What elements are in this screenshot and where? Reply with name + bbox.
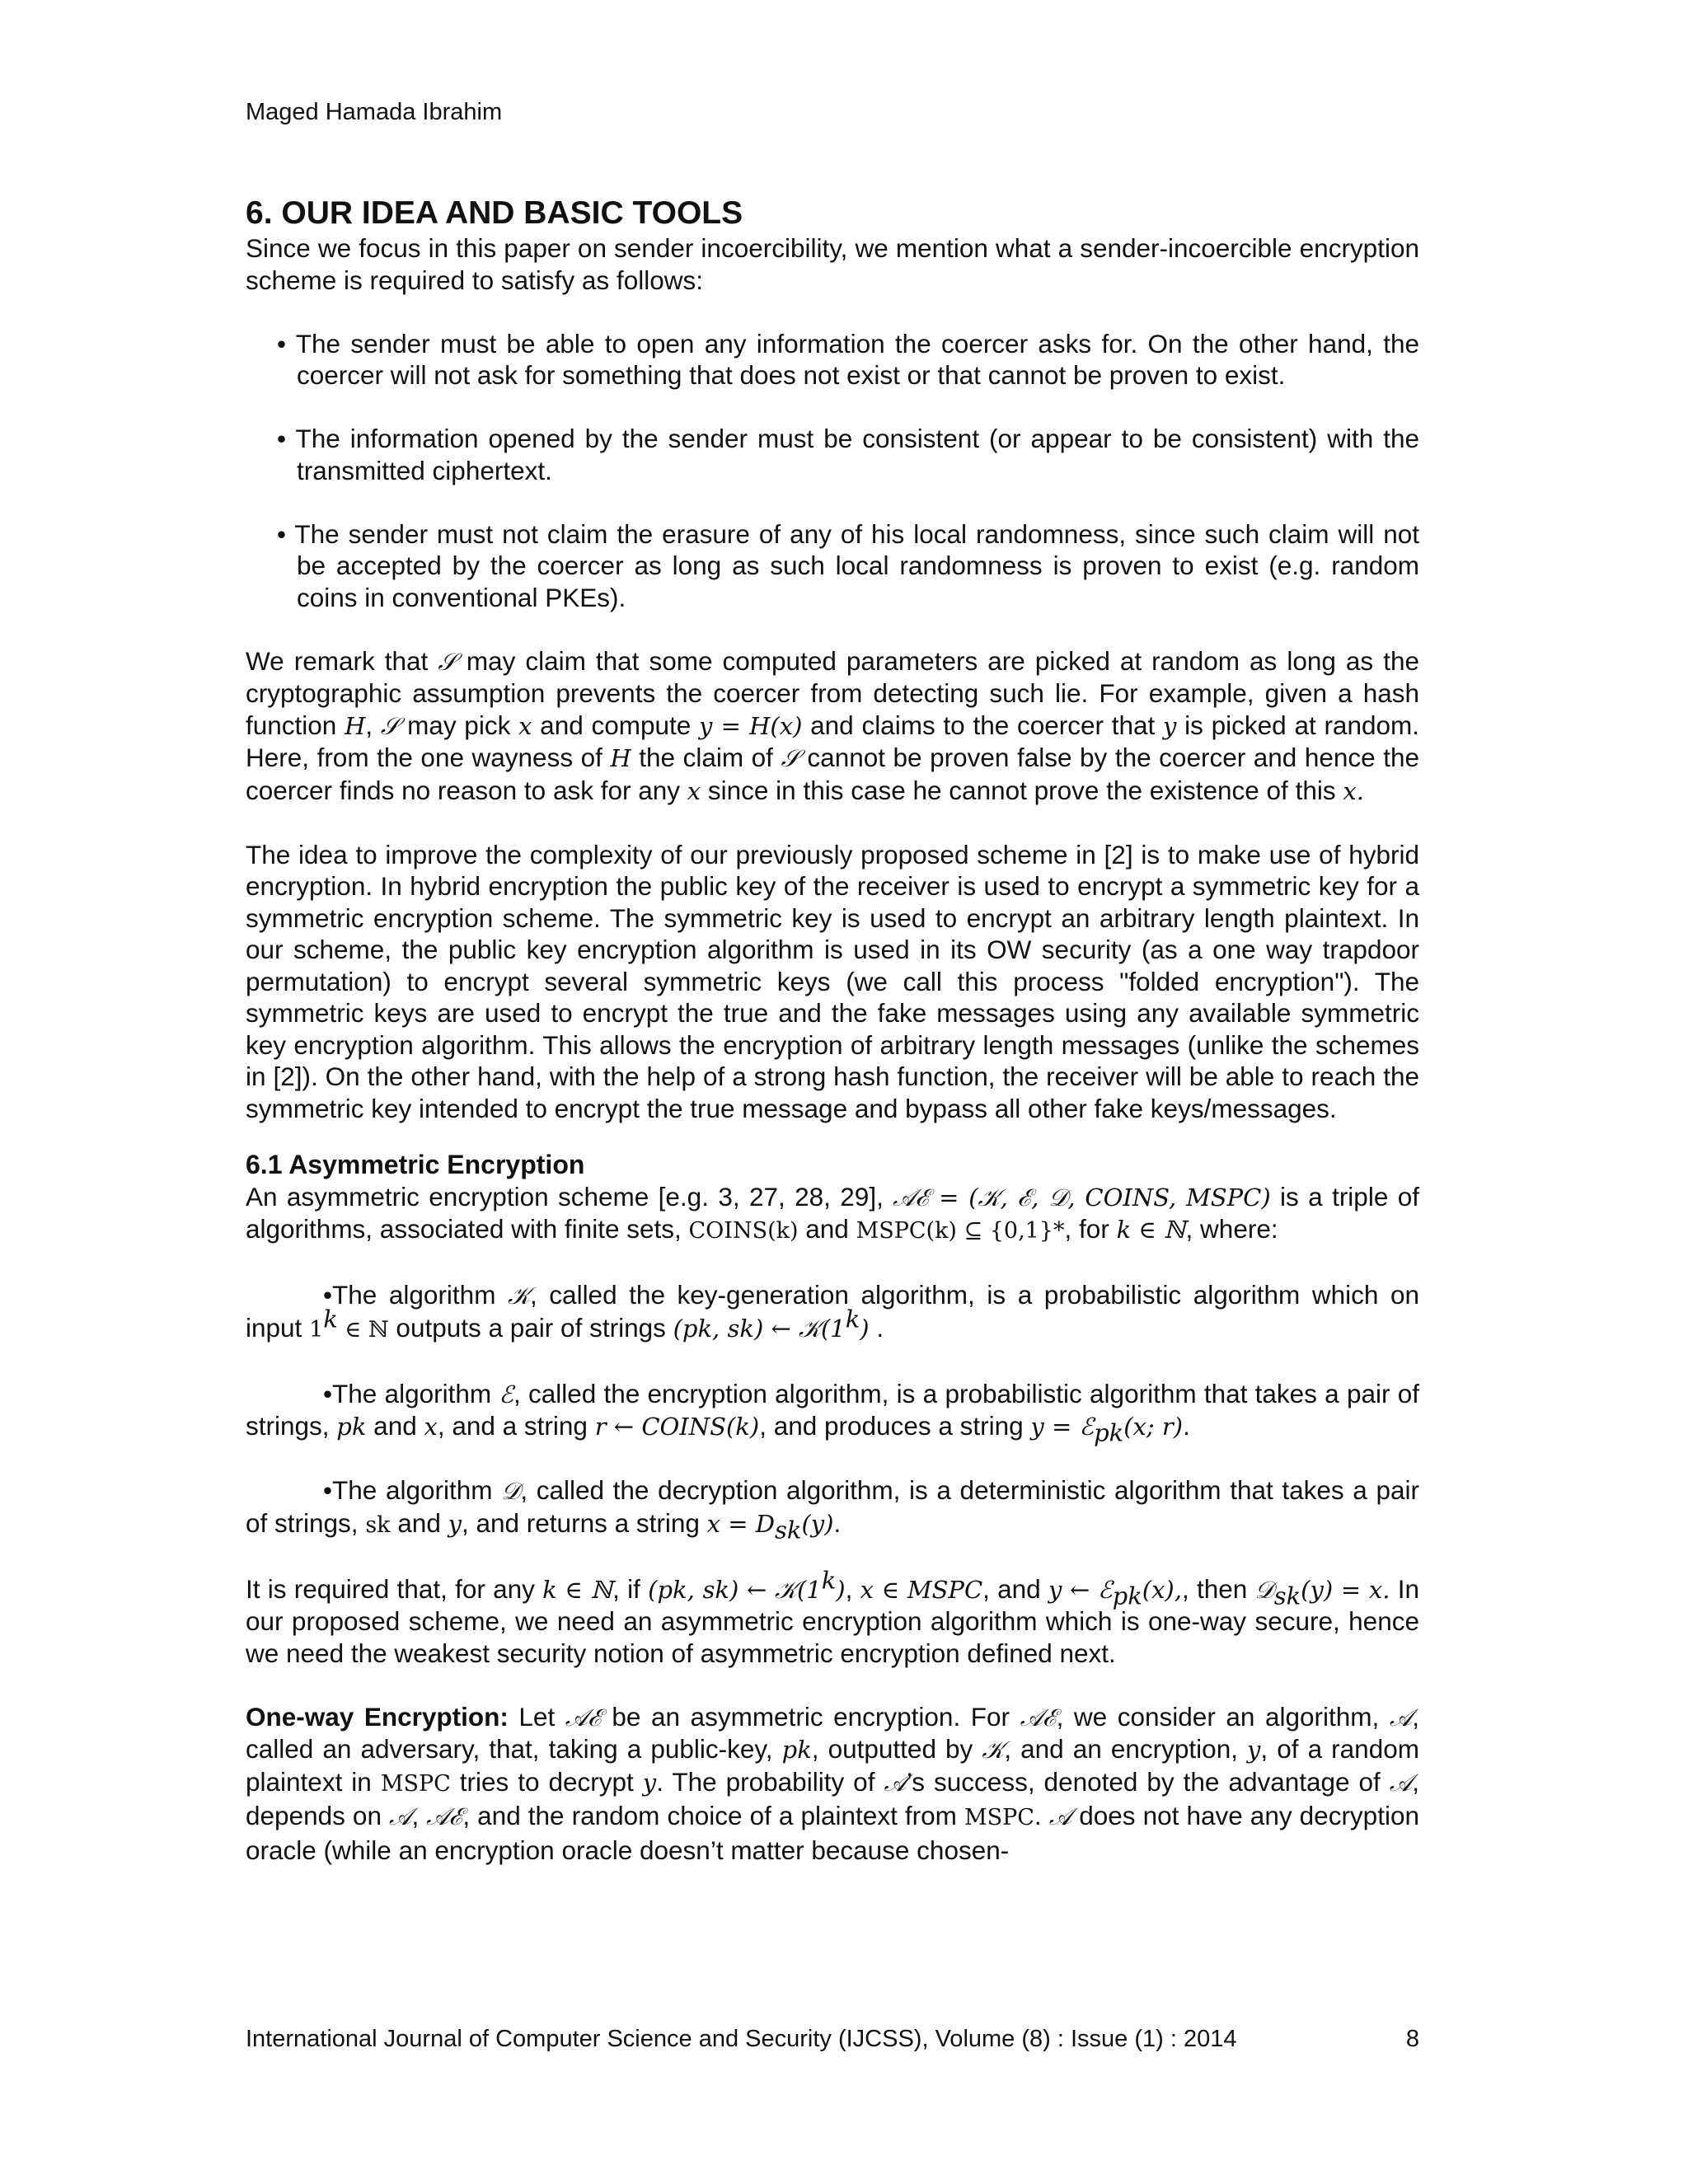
remark-paragraph: We remark that 𝒮 may claim that some computed parameters are picked at random as long as the cryptographic assumption prevents the coercer from detecting such lie. For example, given a hash function H, 𝒮 may pick x and compute y = H(x) and claims to the coercer that y is picked at random. Here, from the one wayness of H the claim of 𝒮 cannot be proven false by the coercer and hence the coercer finds no reason to ask for any x since in this case he cannot prove the existence of this x. [246, 645, 1420, 805]
page-body [246, 194, 1419, 1866]
running-header: Maged Hamada Ibrahim [246, 99, 503, 125]
decryption-paragraph: •The algorithm 𝒟, called the decryption algorithm, is a deterministic algorithm that takes a pair of strings, sk and y, and returns a string $x = D_{sk}(y)$. [246, 1475, 1419, 1544]
section-6-intro: Since we focus in this paper on sender incoercibility, we mention what a sender-incoercible encryption scheme is required to satisfy as follows: [246, 233, 1419, 295]
page-footer [246, 2024, 1419, 2054]
one-way-encryption-term: One-way Encryption: [246, 1701, 509, 1732]
one-way-encryption-paragraph: One-way Encryption: Let 𝒜ℰ be an asymmetric encryption. For 𝒜ℰ, we consider an algorithm, 𝒜, called an adversary, that, taking a public-key, pk, outputted by 𝒦, and an encryption, y, of a random plaintext in MSPC tries to decrypt y. The probability of 𝒜’s success, denoted by the advantage of 𝒜, depends on 𝒜, 𝒜ℰ, and the random choice of a plaintext from MSPC. 𝒜 does not have any decryption oracle (while an encryption oracle doesn’t matter because chosen- [246, 1701, 1420, 1865]
idea-paragraph: The idea to improve the complexity of our previously proposed scheme in [2] is to make use of hybrid encryption. In hybrid encryption the public key of the receiver is used to encrypt a symmetric key for a symmetric encryption scheme. The symmetric key is used to encrypt an arbitrary length plaintext. In our scheme, the public key encryption algorithm is used in its OW security (as a one way trapdoor permutation) to encrypt several symmetric keys (we call this process "folded encryption"). The symmetric keys are used to encrypt the true and the fake messages using any available symmetric key encryption algorithm. This allows the encryption of arbitrary length messages (unlike the schemes in [2]). On the other hand, with the help of a strong hash function, the receiver will be able to reach the symmetric key intended to encrypt the true message and bypass all other fake keys/messages. [246, 839, 1419, 1123]
section-6-heading: 6. OUR IDEA AND BASIC TOOLS [246, 195, 743, 231]
keygen-paragraph: •The algorithm 𝒦, called the key-generation algorithm, is a probabilistic algorithm which on input 1$^k$ ∈ ℕ outputs a pair of strings (pk, sk) ← 𝒦(1$^k$) . [246, 1280, 1419, 1343]
correctness-paragraph: It is required that, for any k ∈ ℕ, if (pk, sk) ← 𝒦(1$^k$), x ∈ MSPC, and y ← ℰ$_{pk}$(x),, then 𝒟$_{sk}$(y) = x. In our proposed scheme, we need an asymmetric encryption algorithm which is one-way secure, hence we need the weakest security notion of asymmetric encryption defined next. [246, 1566, 1419, 1668]
page-number: 8 [1405, 2026, 1419, 2052]
asymmetric-intro: An asymmetric encryption scheme [e.g. 3, 27, 28, 29], 𝒜ℰ = (𝒦, ℰ, 𝒟, COINS, MSPC) is a triple of algorithms, associated with finite sets, COINS(k) and MSPC(k) ⊆ {0,1}*, for k ∈ ℕ, where: [246, 1181, 1419, 1244]
requirement-item: • The sender must not claim the erasure of any of his local randomness, since such claim will not be accepted by the coercer as long as such local randomness is proven to exist (e.g. random coins in conventional PKEs). [277, 518, 1419, 612]
journal-citation: International Journal of Computer Science and Security (IJCSS), Volume (8) : Issue (1) : 2014 [246, 2026, 1237, 2052]
section-6-1-heading: 6.1 Asymmetric Encryption [246, 1150, 585, 1179]
encryption-paragraph: •The algorithm ℰ, called the encryption algorithm, is a probabilistic algorithm that takes a pair of strings, pk and x, and a string r ← COINS(k), and produces a string y = ℰ$_{pk}$(x; r). [246, 1378, 1419, 1447]
requirements-list [246, 328, 1419, 614]
requirement-item: • The information opened by the sender must be consistent (or appear to be consistent) with the transmitted ciphertext. [277, 424, 1419, 485]
requirement-item: • The sender must be able to open any information the coercer asks for. On the other hand, the coercer will not ask for something that does not exist or that cannot be proven to exist. [277, 328, 1419, 390]
